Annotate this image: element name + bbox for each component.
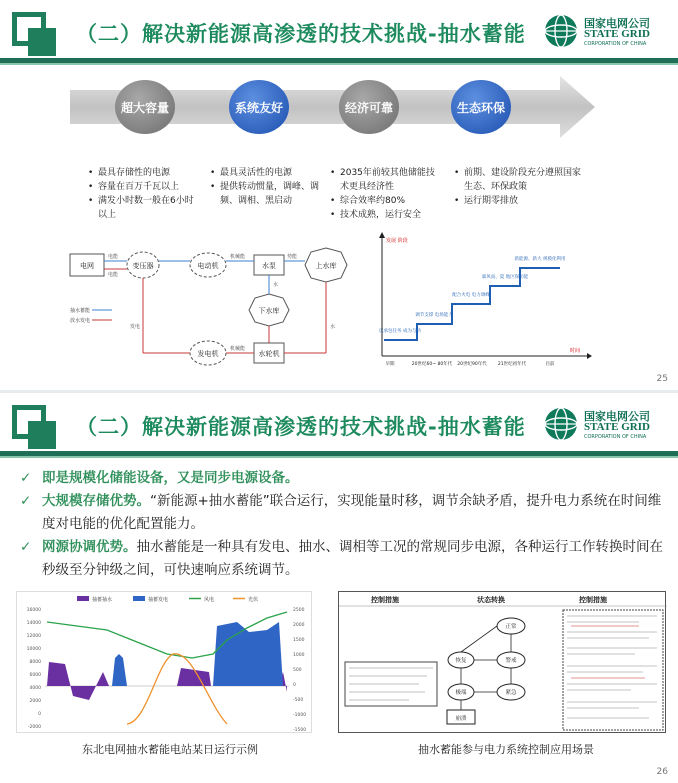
brand-cn: 国家电网公司 (584, 17, 650, 30)
svg-text:水: 水 (273, 282, 279, 288)
feature-circle-economy: 经济可靠 (339, 80, 399, 134)
svg-text:抽蓄抽水: 抽蓄抽水 (92, 597, 113, 603)
feature-circle-eco: 生态环保 (451, 80, 511, 134)
x-axis-label: 时间 (570, 348, 581, 354)
svg-text:机械能: 机械能 (230, 346, 246, 352)
svg-text:抽蓄发电: 抽蓄发电 (148, 597, 169, 603)
feature-bullets-economy: • 2035年前较其他储能技术更具经济性 • 综合效率约80% • 技术成熟，运行安全 (330, 166, 442, 222)
development-stage-chart (372, 228, 594, 378)
point-1: ✓ 即是规模化储能设备，又是同步电源设备。 (20, 467, 670, 490)
operation-chart-caption: 东北电网抽水蓄能电站某日运行示例 (82, 743, 258, 756)
svg-text:0: 0 (38, 712, 41, 717)
state-grid-logo (544, 407, 670, 443)
svg-text:电网: 电网 (80, 262, 94, 270)
operation-chart (16, 591, 312, 733)
svg-text:警戒: 警戒 (505, 658, 517, 664)
brand-corp: CORPORATION OF CHINA (584, 41, 647, 47)
svg-text:6000: 6000 (29, 673, 41, 678)
tick-3: 20世纪90年代 (457, 362, 487, 367)
svg-text:风电: 风电 (204, 597, 215, 603)
svg-text:1000: 1000 (293, 653, 305, 658)
svg-text:10000: 10000 (26, 647, 41, 652)
svg-text:电动机: 电动机 (197, 262, 219, 270)
slide-25 (0, 0, 678, 390)
stage-4: 暴风雨、夏 地区保功能 (481, 275, 529, 280)
svg-text:0: 0 (293, 683, 296, 688)
svg-text:-1000: -1000 (293, 713, 307, 718)
svg-text:2000: 2000 (293, 623, 305, 628)
svg-text:紧急: 紧急 (505, 690, 517, 696)
check-icon: ✓ (20, 470, 32, 486)
svg-text:放水发电: 放水发电 (70, 318, 91, 324)
svg-text:电能: 电能 (108, 272, 119, 278)
svg-text:发电机: 发电机 (197, 350, 219, 358)
slide-title: （二）解决新能源高渗透的技术挑战-抽水蓄能 (76, 22, 526, 46)
slide-header (0, 0, 678, 66)
stage-2: 调节支撑 电场能力 (415, 313, 453, 318)
svg-text:控制措施: 控制措施 (371, 596, 399, 604)
point-3: ✓ 网源协调优势。抽水蓄能是一种具有发电、抽水、调相等工况的常规同步电源，各种运行工作转换时间在秒级至分钟级之间，可快速响应系统调节。 (20, 536, 670, 582)
svg-text:-1500: -1500 (293, 728, 307, 733)
svg-text:上水库: 上水库 (315, 262, 337, 270)
svg-text:下水库: 下水库 (258, 307, 280, 315)
svg-text:电能: 电能 (108, 254, 119, 260)
svg-text:1500: 1500 (293, 638, 305, 643)
page-number: 25 (656, 374, 668, 384)
brand-corp: CORPORATION OF CHINA (584, 434, 647, 440)
key-points (20, 467, 670, 582)
brand-en: STATE GRID (584, 421, 650, 433)
svg-text:势能: 势能 (287, 254, 298, 260)
svg-text:光伏: 光伏 (248, 597, 259, 603)
svg-text:抽水蓄能: 抽水蓄能 (70, 308, 91, 314)
svg-text:恢复: 恢复 (455, 658, 467, 664)
svg-text:变压器: 变压器 (132, 262, 154, 270)
svg-text:机械能: 机械能 (230, 254, 246, 260)
svg-text:2500: 2500 (293, 608, 305, 613)
section-logo-icon (12, 12, 56, 56)
slide-title: （二）解决新能源高渗透的技术挑战-抽水蓄能 (76, 415, 526, 439)
y-axis-label: 发展 阶段 (386, 238, 408, 244)
svg-text:状态转换: 状态转换 (477, 596, 505, 604)
tick-5: 目前 (545, 362, 555, 367)
check-icon: ✓ (20, 539, 32, 555)
control-scenario-diagram (338, 591, 666, 733)
check-icon: ✓ (20, 493, 32, 509)
svg-text:500: 500 (293, 668, 302, 673)
brand-cn: 国家电网公司 (584, 410, 650, 423)
point-2: ✓ 大规模存储优势。“新能源+抽水蓄能”联合运行，实现能量时移，调节余缺矛盾，提升电力系统在时间维度对电能的优化配置能力。 (20, 490, 670, 536)
page-number: 26 (656, 767, 668, 777)
svg-text:水泵: 水泵 (262, 262, 276, 270)
feature-bullets-friendly: • 最具灵活性的电源 • 提供转动惯量，调峰、调频、调相、黑启动 (210, 166, 328, 208)
stage-3: 配合火电 电力调峰 (452, 293, 490, 298)
state-grid-globe-icon (544, 14, 578, 48)
svg-text:-500: -500 (293, 698, 304, 703)
svg-text:16000: 16000 (26, 608, 41, 613)
state-grid-logo (544, 14, 670, 50)
feature-circle-capacity: 超大容量 (115, 80, 175, 134)
svg-text:-2000: -2000 (27, 725, 41, 730)
slide-26 (0, 393, 678, 783)
tick-2: 20世纪60~ 80年代 (411, 362, 453, 367)
slide-header (0, 393, 678, 459)
svg-text:发电: 发电 (130, 324, 141, 330)
svg-text:2000: 2000 (29, 699, 41, 704)
svg-text:4000: 4000 (29, 686, 41, 691)
svg-text:正常: 正常 (505, 624, 517, 630)
brand-en: STATE GRID (584, 28, 650, 40)
tick-4: 21世纪初年代 (497, 362, 527, 367)
svg-text:控制措施: 控制措施 (579, 596, 607, 604)
svg-text:12000: 12000 (26, 634, 41, 639)
section-logo-icon (12, 405, 56, 449)
stage-1: 以承包任务 成为与功 (379, 329, 421, 334)
svg-text:水轮机: 水轮机 (258, 350, 280, 358)
stage-5: 新能源、新大 规模化利用 (514, 257, 566, 262)
feature-bullets-eco: • 前期、建设阶段充分遵照国家生态、环保政策 • 运行期零排放 (454, 166, 584, 208)
svg-text:极端: 极端 (455, 690, 467, 696)
svg-text:崩溃: 崩溃 (455, 716, 467, 722)
feature-bullets-capacity: • 最具存储性的电源 • 容量在百万千瓦以上 • 满发小时数一般在6小时以上 (88, 166, 200, 222)
svg-text:8000: 8000 (29, 660, 41, 665)
state-grid-globe-icon (544, 407, 578, 441)
control-diagram-caption: 抽水蓄能参与电力系统控制应用场景 (418, 743, 594, 756)
svg-text:14000: 14000 (26, 621, 41, 626)
tick-1: 早期 (385, 362, 395, 367)
feature-circle-friendly: 系统友好 (229, 80, 289, 134)
svg-text:水: 水 (330, 324, 336, 330)
pumped-storage-flow-diagram (68, 228, 368, 378)
